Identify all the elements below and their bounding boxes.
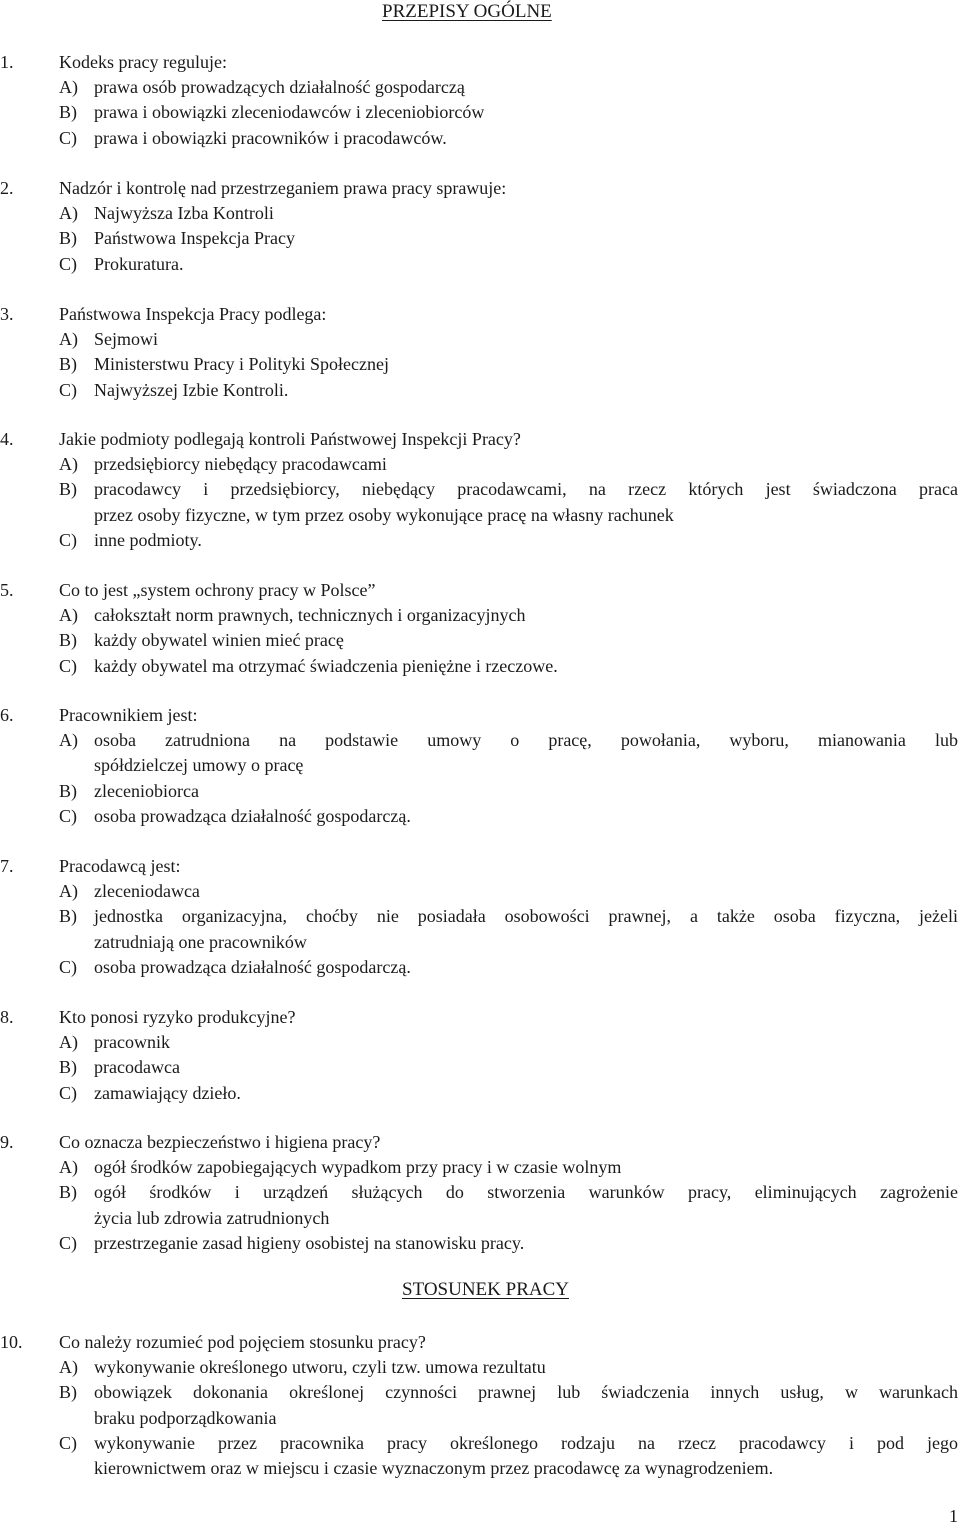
option-letter: B) [59, 630, 77, 651]
answer-option-line [0, 226, 960, 251]
option-text: kierownictwem oraz w miejscu i czasie wyznaczonym przez pracodawcę za wynagrodzeniem. [94, 1457, 774, 1478]
answer-option-line [0, 252, 960, 277]
question-number: 3. [0, 304, 14, 324]
option-text: przez osoby fizyczne, w tym przez osoby wykonujące pracę na własny rachunek [94, 504, 674, 525]
question-header [0, 854, 960, 879]
option-text: całokształt norm prawnych, technicznych i organizacyjnych [94, 605, 526, 626]
option-letter: C) [59, 1232, 77, 1253]
option-text: każdy obywatel ma otrzymać świadczenia pieniężne i rzeczowe. [94, 655, 558, 676]
answer-option-line [0, 603, 960, 628]
option-text: pracodawca [94, 1057, 180, 1078]
question-number: 10. [0, 1332, 23, 1352]
answer-option-line [0, 452, 960, 477]
question-10 [0, 1330, 960, 1481]
answer-option-line [0, 1380, 960, 1405]
answer-option-line [0, 1081, 960, 1106]
option-text: przestrzeganie zasad higieny osobistej na stanowisku pracy. [94, 1232, 525, 1253]
question-header [0, 1330, 960, 1355]
answer-option-line [0, 1355, 960, 1380]
option-text: Sejmowi [94, 329, 159, 350]
option-letter: A) [59, 1157, 78, 1178]
question-7 [0, 854, 960, 980]
option-text: osoba zatrudniona na podstawie umowy o pracę, powołania, wyboru, mianowania lub [94, 730, 958, 751]
question-text: Co należy rozumieć pod pojęciem stosunku pracy? [59, 1332, 426, 1352]
answer-option-line [0, 1180, 960, 1205]
option-text: zamawiający dzieło. [94, 1082, 241, 1103]
answer-option-line [0, 779, 960, 804]
question-number: 7. [0, 856, 14, 876]
option-text: Najwyższej Izbie Kontroli. [94, 379, 289, 400]
option-text: zleceniobiorca [94, 780, 199, 801]
answer-option-line [0, 1431, 960, 1456]
option-letter: A) [59, 1032, 78, 1053]
question-9 [0, 1130, 960, 1256]
option-text: przedsiębiorcy niebędący pracodawcami [94, 454, 387, 475]
option-letter: B) [59, 354, 77, 375]
answer-option-line [0, 1206, 960, 1231]
option-letter: B) [59, 479, 77, 500]
option-letter: B) [59, 1182, 77, 1203]
answer-option-line [0, 75, 960, 100]
option-text: ogół środków i urządzeń służących do stworzenia warunków pracy, eliminujących zagrożenie [94, 1182, 958, 1203]
answer-option-line [0, 904, 960, 929]
option-text: jednostka organizacyjna, choćby nie posiadała osobowości prawnej, a także osoba fizyczna, jeżeli [94, 906, 958, 927]
question-header [0, 427, 960, 452]
option-text: inne podmioty. [94, 529, 202, 550]
question-4 [0, 427, 960, 553]
question-number: 8. [0, 1007, 14, 1027]
option-letter: B) [59, 102, 77, 123]
question-text: Pracodawcą jest: [59, 856, 181, 876]
answer-option-line [0, 753, 960, 778]
question-6 [0, 703, 960, 829]
question-text: Pracownikiem jest: [59, 705, 198, 725]
answer-option-line [0, 804, 960, 829]
question-header [0, 1130, 960, 1155]
section-title-general: PRZEPISY OGÓLNE [382, 1, 552, 22]
answer-option-line [0, 930, 960, 955]
option-text: osoba prowadząca działalność gospodarczą. [94, 956, 411, 977]
question-header [0, 176, 960, 201]
answer-option-line [0, 126, 960, 151]
option-text: pracodawcy i przedsiębiorcy, niebędący pracodawcami, na rzecz których jest świadczona praca [94, 479, 958, 500]
option-text: Najwyższa Izba Kontroli [94, 203, 274, 224]
option-letter: C) [59, 655, 77, 676]
question-text: Co oznacza bezpieczeństwo i higiena pracy? [59, 1132, 381, 1152]
question-5 [0, 578, 960, 679]
option-text: wykonywanie określonego utworu, czyli tzw. umowa rezultatu [94, 1357, 546, 1378]
option-text: obowiązek dokonania określonej czynności prawnej lub świadczenia innych usług, w warunkach [94, 1382, 958, 1403]
option-text: Prokuratura. [94, 253, 184, 274]
option-letter: C) [59, 1432, 77, 1453]
answer-option-line [0, 1055, 960, 1080]
option-text: wykonywanie przez pracownika pracy określonego rodzaju na rzecz pracodawcy i pod jego [94, 1432, 958, 1453]
option-text: każdy obywatel winien mieć pracę [94, 630, 344, 651]
option-letter: C) [59, 805, 77, 826]
option-letter: A) [59, 605, 78, 626]
answer-option-line [0, 201, 960, 226]
question-header [0, 1005, 960, 1030]
option-letter: B) [59, 780, 77, 801]
question-text: Jakie podmioty podlegają kontroli Państwowej Inspekcji Pracy? [59, 429, 521, 449]
section-title-employment: STOSUNEK PRACY [402, 1279, 569, 1300]
option-letter: C) [59, 529, 77, 550]
option-text: prawa i obowiązki pracowników i pracodawców. [94, 127, 447, 148]
answer-option-line [0, 1231, 960, 1256]
answer-option-line [0, 1406, 960, 1431]
option-text: zleceniodawca [94, 881, 200, 902]
answer-option-line [0, 528, 960, 553]
question-header [0, 302, 960, 327]
page-number: 1 [949, 1506, 958, 1526]
option-text: zatrudniają one pracowników [94, 931, 307, 952]
question-3 [0, 302, 960, 403]
option-letter: A) [59, 329, 78, 350]
answer-option-line [0, 955, 960, 980]
option-letter: A) [59, 77, 78, 98]
option-letter: A) [59, 1357, 78, 1378]
question-text: Nadzór i kontrolę nad przestrzeganiem prawa pracy sprawuje: [59, 178, 507, 198]
answer-option-line [0, 327, 960, 352]
question-text: Co to jest „system ochrony pracy w Polsce” [59, 580, 376, 600]
option-letter: B) [59, 906, 77, 927]
option-letter: C) [59, 1082, 77, 1103]
option-letter: B) [59, 1382, 77, 1403]
option-text: prawa i obowiązki zleceniodawców i zleceniobiorców [94, 102, 485, 123]
question-text: Kodeks pracy reguluje: [59, 52, 227, 72]
question-header [0, 578, 960, 603]
answer-option-line [0, 628, 960, 653]
question-number: 5. [0, 580, 14, 600]
option-text: spółdzielczej umowy o pracę [94, 755, 304, 776]
option-text: życia lub zdrowia zatrudnionych [94, 1207, 330, 1228]
answer-option-line [0, 1456, 960, 1481]
question-8 [0, 1005, 960, 1106]
option-letter: A) [59, 881, 78, 902]
answer-option-line [0, 1030, 960, 1055]
question-2 [0, 176, 960, 277]
question-number: 6. [0, 705, 14, 725]
question-number: 4. [0, 429, 14, 449]
answer-option-line [0, 879, 960, 904]
answer-option-line [0, 1155, 960, 1180]
question-number: 1. [0, 52, 14, 72]
option-text: braku podporządkowania [94, 1407, 277, 1428]
option-letter: C) [59, 379, 77, 400]
answer-option-line [0, 352, 960, 377]
answer-option-line [0, 378, 960, 403]
option-text: Państwowa Inspekcja Pracy [94, 228, 295, 249]
option-text: pracownik [94, 1032, 170, 1053]
option-letter: A) [59, 454, 78, 475]
option-letter: B) [59, 1057, 77, 1078]
option-text: ogół środków zapobiegających wypadkom przy pracy i w czasie wolnym [94, 1157, 622, 1178]
option-letter: B) [59, 228, 77, 249]
option-text: Ministerstwu Pracy i Polityki Społecznej [94, 354, 389, 375]
option-text: osoba prowadząca działalność gospodarczą. [94, 805, 411, 826]
question-text: Kto ponosi ryzyko produkcyjne? [59, 1007, 296, 1027]
answer-option-line [0, 503, 960, 528]
option-letter: A) [59, 730, 78, 751]
question-header [0, 703, 960, 728]
option-letter: C) [59, 253, 77, 274]
option-letter: C) [59, 956, 77, 977]
option-text: prawa osób prowadzących działalność gospodarczą [94, 77, 465, 98]
question-text: Państwowa Inspekcja Pracy podlega: [59, 304, 327, 324]
answer-option-line [0, 728, 960, 753]
question-1 [0, 50, 960, 151]
question-header [0, 50, 960, 75]
question-number: 9. [0, 1132, 14, 1152]
answer-option-line [0, 100, 960, 125]
option-letter: A) [59, 203, 78, 224]
answer-option-line [0, 654, 960, 679]
answer-option-line [0, 477, 960, 502]
question-number: 2. [0, 178, 14, 198]
option-letter: C) [59, 127, 77, 148]
